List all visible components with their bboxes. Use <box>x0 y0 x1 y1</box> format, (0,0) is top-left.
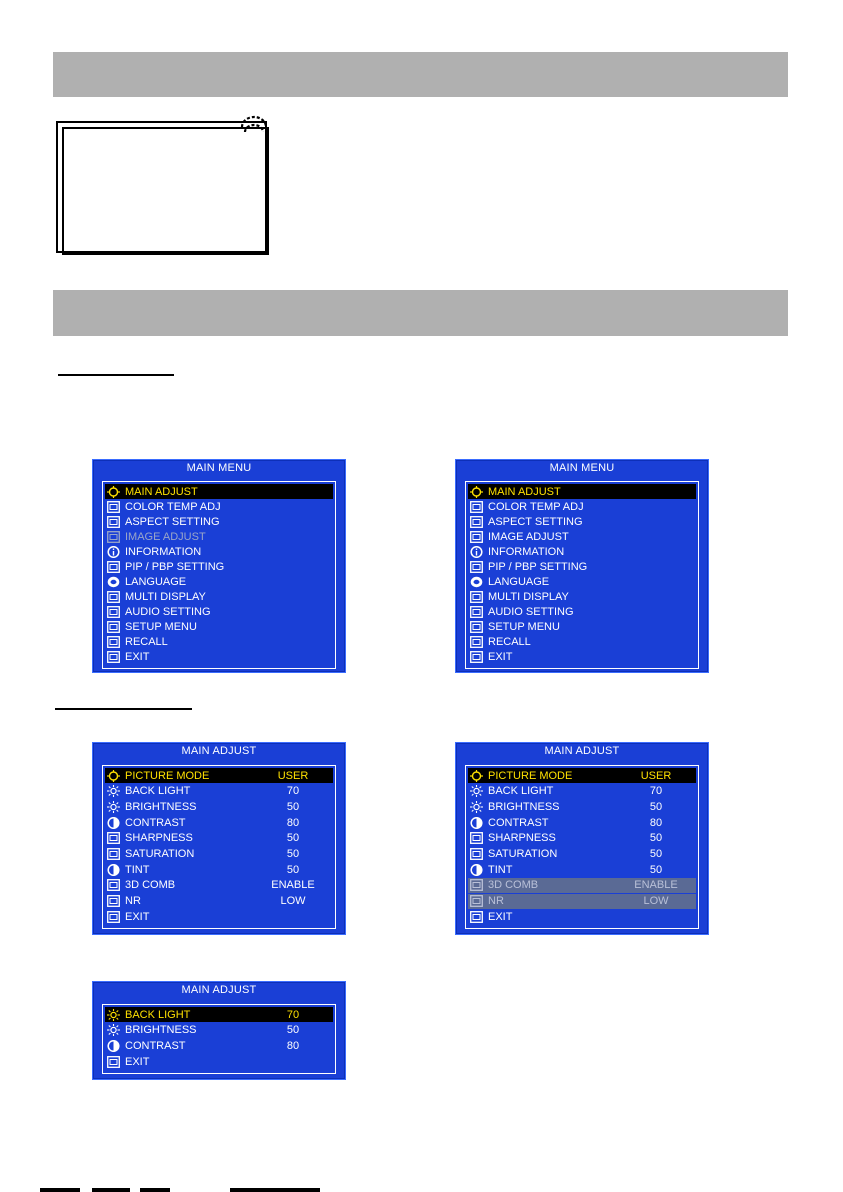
cropped-footer-strip <box>0 1186 843 1192</box>
menu-item[interactable] <box>468 559 696 574</box>
adjust-row[interactable] <box>468 768 696 783</box>
back-light-icon <box>107 785 120 797</box>
osd-title: MAIN ADJUST <box>544 745 620 757</box>
adjust-row[interactable] <box>105 784 333 799</box>
menu-item-label: PIP / PBP SETTING <box>488 560 588 573</box>
adjust-row-value: 80 <box>286 816 300 829</box>
back-light-icon <box>107 1009 120 1021</box>
adjust-row[interactable] <box>105 1007 333 1022</box>
setup-menu-icon <box>107 621 120 633</box>
adjust-row-value: 50 <box>286 863 300 876</box>
recall-icon <box>470 636 483 648</box>
menu-item[interactable] <box>105 589 333 604</box>
menu-item-label: RECALL <box>488 635 531 648</box>
menu-item[interactable] <box>105 559 333 574</box>
aspect-setting-icon <box>470 516 483 528</box>
main-adjust-osd-small <box>92 981 346 1080</box>
adjust-row-value: 50 <box>649 800 663 813</box>
menu-item[interactable] <box>105 604 333 619</box>
adjust-row-value: 70 <box>286 1008 300 1021</box>
adjust-row[interactable] <box>105 1038 333 1053</box>
menu-item[interactable] <box>105 544 333 559</box>
adjust-row-label: BRIGHTNESS <box>488 800 560 813</box>
recall-icon <box>107 636 120 648</box>
menu-item-label: ASPECT SETTING <box>488 515 583 528</box>
adjust-row[interactable] <box>105 894 333 909</box>
menu-item[interactable] <box>468 484 696 499</box>
adjust-row-label: SATURATION <box>125 848 195 860</box>
contrast-icon <box>107 817 120 829</box>
menu-item-label: IMAGE ADJUST <box>125 530 206 543</box>
adjust-row[interactable] <box>468 894 696 909</box>
adjust-list <box>102 1004 336 1074</box>
adjust-row-value: ENABLE <box>271 879 315 892</box>
menu-item-label: COLOR TEMP ADJ <box>488 500 584 513</box>
osd-title: MAIN ADJUST <box>181 984 257 996</box>
brightness-icon <box>107 801 120 813</box>
main-adjust-icon <box>107 486 120 498</box>
exit-icon <box>470 911 483 923</box>
menu-item-label: INFORMATION <box>488 545 565 558</box>
adjust-row[interactable] <box>468 815 696 830</box>
pip-pbp-icon <box>107 561 120 573</box>
menu-item[interactable] <box>105 514 333 529</box>
sharpness-icon <box>470 832 483 844</box>
adjust-row[interactable] <box>468 831 696 846</box>
adjust-row-label: CONTRAST <box>125 816 186 829</box>
picture-mode-icon <box>470 770 483 782</box>
menu-item[interactable] <box>468 604 696 619</box>
main-adjust-osd-left <box>92 742 346 935</box>
adjust-row[interactable] <box>468 878 696 893</box>
brightness-icon <box>107 1024 120 1036</box>
adjust-row-value: LOW <box>643 895 669 908</box>
adjust-row-label: CONTRAST <box>125 1039 186 1052</box>
osd-title: MAIN ADJUST <box>181 745 257 757</box>
menu-item-label: SETUP MENU <box>125 620 197 633</box>
menu-item[interactable] <box>468 634 696 649</box>
multi-display-icon <box>107 591 120 603</box>
menu-item-label: MAIN ADJUST <box>125 485 198 498</box>
adjust-row[interactable] <box>468 799 696 814</box>
menu-item[interactable] <box>105 634 333 649</box>
menu-item-label: EXIT <box>125 650 150 663</box>
picture-mode-icon <box>107 770 120 782</box>
adjust-row[interactable] <box>105 862 333 877</box>
adjust-row[interactable] <box>468 847 696 862</box>
menu-item-label: LANGUAGE <box>125 575 187 588</box>
audio-setting-icon <box>470 606 483 618</box>
adjust-row-value: LOW <box>280 895 306 908</box>
main-adjust-icon <box>470 486 483 498</box>
led-indicator-icon <box>239 115 269 135</box>
menu-item[interactable] <box>468 574 696 589</box>
aspect-setting-icon <box>107 516 120 528</box>
adjust-row[interactable] <box>105 847 333 862</box>
3d-comb-icon <box>107 879 120 891</box>
adjust-row-label: SHARPNESS <box>488 832 556 845</box>
menu-item-label: AUDIO SETTING <box>488 605 574 618</box>
menu-item[interactable] <box>468 514 696 529</box>
tint-icon <box>107 864 120 876</box>
menu-item-label: MULTI DISPLAY <box>125 590 206 603</box>
adjust-row-value: 50 <box>286 1024 300 1037</box>
adjust-row-value: ENABLE <box>634 879 678 892</box>
adjust-row-label: 3D COMB <box>125 879 176 892</box>
adjust-row[interactable] <box>105 909 333 924</box>
adjust-row-value: 70 <box>286 785 300 798</box>
adjust-row-value: 50 <box>649 848 663 860</box>
menu-item-label: ASPECT SETTING <box>125 515 220 528</box>
adjust-row-label: EXIT <box>125 1055 150 1068</box>
color-temp-icon <box>470 501 483 513</box>
adjust-row-label: NR <box>488 895 504 908</box>
adjust-row-value: USER <box>640 769 672 782</box>
adjust-row-label: PICTURE MODE <box>488 769 573 782</box>
menu-item[interactable] <box>105 574 333 589</box>
adjust-row-value: 50 <box>286 832 300 845</box>
adjust-row[interactable] <box>468 784 696 799</box>
menu-item-label: COLOR TEMP ADJ <box>125 500 221 513</box>
exit-icon <box>107 651 120 663</box>
adjust-row-label: EXIT <box>488 910 513 923</box>
section-label-underline-2 <box>55 708 192 710</box>
main-adjust-osd-right <box>455 742 709 935</box>
main-menu-osd-left <box>92 459 346 673</box>
adjust-row-value: USER <box>277 769 309 782</box>
menu-item[interactable] <box>468 649 696 664</box>
adjust-row-value: 50 <box>649 863 663 876</box>
menu-item[interactable] <box>468 529 696 544</box>
adjust-row-label: EXIT <box>125 910 150 923</box>
nr-icon <box>470 895 483 907</box>
adjust-row-label: PICTURE MODE <box>125 769 210 782</box>
osd-title: MAIN MENU <box>186 462 252 474</box>
nr-icon <box>107 895 120 907</box>
adjust-row[interactable] <box>468 909 696 924</box>
adjust-row-label: BACK LIGHT <box>488 785 554 798</box>
adjust-row[interactable] <box>105 1023 333 1038</box>
language-icon <box>107 576 120 588</box>
adjust-row-value: 70 <box>649 785 663 798</box>
setup-menu-icon <box>470 621 483 633</box>
adjust-row-value: 50 <box>286 800 300 813</box>
adjust-row[interactable] <box>468 862 696 877</box>
menu-item-label: RECALL <box>125 635 168 648</box>
menu-item[interactable] <box>468 499 696 514</box>
menu-item[interactable] <box>468 619 696 634</box>
pip-pbp-icon <box>470 561 483 573</box>
menu-item-label: EXIT <box>488 650 513 663</box>
adjust-row-label: BACK LIGHT <box>125 1008 191 1021</box>
menu-item[interactable] <box>468 544 696 559</box>
adjust-row-label: BACK LIGHT <box>125 785 191 798</box>
adjust-row[interactable] <box>105 815 333 830</box>
menu-item[interactable] <box>105 529 333 544</box>
menu-item-label: AUDIO SETTING <box>125 605 211 618</box>
image-adjust-icon <box>107 531 120 543</box>
adjust-row-value: 80 <box>286 1039 300 1052</box>
adjust-row-label: SATURATION <box>488 848 558 860</box>
adjust-row-label: 3D COMB <box>488 879 539 892</box>
main-menu-osd-right <box>455 459 709 673</box>
information-icon <box>470 546 483 558</box>
menu-item-label: IMAGE ADJUST <box>488 530 569 543</box>
color-temp-icon <box>107 501 120 513</box>
section-header-band-2 <box>53 290 788 336</box>
saturation-icon <box>470 848 483 860</box>
menu-item-label: MAIN ADJUST <box>488 485 561 498</box>
adjust-row-label: BRIGHTNESS <box>125 1024 197 1037</box>
menu-item-label: INFORMATION <box>125 545 202 558</box>
menu-item-label: SETUP MENU <box>488 620 560 633</box>
adjust-row-label: CONTRAST <box>488 816 549 829</box>
adjust-row-label: TINT <box>488 863 513 876</box>
adjust-row-label: BRIGHTNESS <box>125 800 197 813</box>
tint-icon <box>470 864 483 876</box>
adjust-list <box>102 765 336 929</box>
contrast-icon <box>470 817 483 829</box>
adjust-list <box>465 765 699 929</box>
image-adjust-icon <box>470 531 483 543</box>
adjust-row-value: 50 <box>649 832 663 845</box>
section-header-band-1 <box>53 52 788 97</box>
adjust-row[interactable] <box>105 1054 333 1069</box>
exit-icon <box>470 651 483 663</box>
menu-item[interactable] <box>105 649 333 664</box>
adjust-row[interactable] <box>105 878 333 893</box>
information-icon <box>107 546 120 558</box>
exit-icon <box>107 1056 120 1068</box>
language-icon <box>470 576 483 588</box>
menu-item-label: LANGUAGE <box>488 575 550 588</box>
audio-setting-icon <box>107 606 120 618</box>
menu-item[interactable] <box>105 619 333 634</box>
menu-item[interactable] <box>105 499 333 514</box>
adjust-row-value: 50 <box>286 848 300 860</box>
back-light-icon <box>470 785 483 797</box>
menu-item-label: MULTI DISPLAY <box>488 590 569 603</box>
multi-display-icon <box>470 591 483 603</box>
menu-list <box>465 481 699 669</box>
3d-comb-icon <box>470 879 483 891</box>
menu-item[interactable] <box>468 589 696 604</box>
adjust-row[interactable] <box>105 831 333 846</box>
adjust-row[interactable] <box>105 799 333 814</box>
contrast-icon <box>107 1040 120 1052</box>
menu-item-label: PIP / PBP SETTING <box>125 560 225 573</box>
sharpness-icon <box>107 832 120 844</box>
menu-item[interactable] <box>105 484 333 499</box>
adjust-row-label: SHARPNESS <box>125 832 193 845</box>
adjust-row-label: NR <box>125 895 141 908</box>
exit-icon <box>107 911 120 923</box>
brightness-icon <box>470 801 483 813</box>
adjust-row[interactable] <box>105 768 333 783</box>
adjust-row-value: 80 <box>649 816 663 829</box>
menu-list <box>102 481 336 669</box>
adjust-row-label: TINT <box>125 863 150 876</box>
section-label-underline-1 <box>58 374 174 376</box>
indicator-led-frame-icon <box>56 121 268 254</box>
saturation-icon <box>107 848 120 860</box>
osd-title: MAIN MENU <box>549 462 615 474</box>
